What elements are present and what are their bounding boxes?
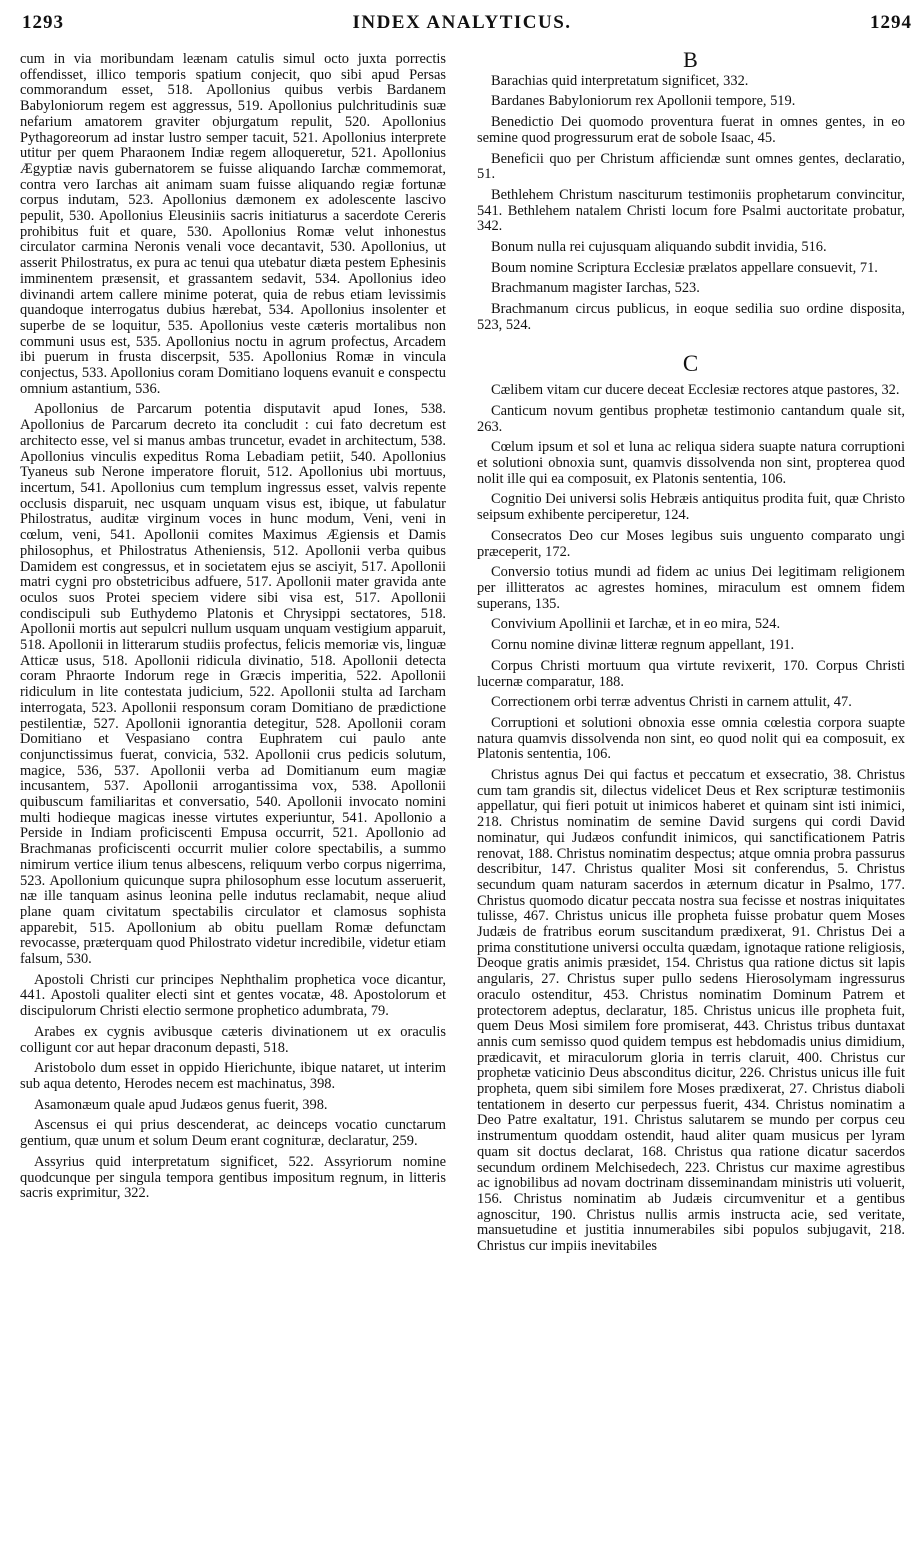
index-entry-c: Corruptioni et solutioni obnoxia esse omnia cœlestia corpora suapte natura quamvis dissolvenda non sint, eo quod nolit qui ea composuit, ex Platonis sententia, 106. <box>477 714 905 763</box>
index-entry-aristobolo: Aristobolo dum esset in oppido Hierichunte, ibique nataret, ut interim sub aqua detento, Herodes necem est machinatus, 398. <box>20 1060 446 1092</box>
index-entry-c: Conversio totius mundi ad fidem ac unius Dei legitimam religionem per illitteratos ac agrestes homines, miraculum est omnem fidem superans, 135. <box>477 564 905 612</box>
index-entry-c: Canticum novum gentibus prophetæ testimonio cantandum quale sit, 263. <box>477 402 905 435</box>
index-entry-b: Bonum nulla rei cujusquam aliquando subdit invidia, 516. <box>491 239 827 256</box>
index-entry-christus: Christus agnus Dei qui factus et peccatum et exsecratio, 38. Christus cum tam grandis sit, dilectus videlicet Deus et Rex scripturæ testimoniis appellatur, qui fieri potuit ut inimicos haberet et quinam sint isti inimici, 218. Christus nominatim de semine David surgens qui cordi David nominatur, qui Judæos confundit inimicos, qui sanctificationem Patris renovat, 188. Christus nominatim despectus; atque omnia probra passurus describitur, 147. Christus qualiter Mosi sit conferendus, 5. Christus secundum quam naturam sacerdos in æternum dicatur in Psalmo, 177. Christus quomodo dicatur peccata nostra sua fecisse et nostras iniquitates tulisse, 467. Christus unicus ille propheta fuisse probatur quem Moses Judæis de fratribus eorum suscitandum prædixerat, 91. Christus Dei a prima constitutione universi occulta quædam, ignotaque ratione religiosis, Deoque gratis animis præsidet, 154. Christus qua ratione dictus sit lapis angularis, 27. Christus super pullo sedens Hierosolymam ingressurus oraculo ostenditur, 453. Christus nominatim Dominum Patrem et protectorem adeptus, declaratur, 185. Christus unicus ille propheta fuit, quem Deus Mosi similem fore promiserat, 443. Christus tribus duntaxat annis cum semisso quod quidem tempus est hebdomadis unius dimidium, prædicavit, et miraculorum gloria in terris claruit, 400. Christus cur prophetæ vaticinio Deus absconditus dicitur, 226. Christus unicus ille fuit propheta, quem sibi similem fore Moses prædixerat, 27. Christus diaboli tentationem in deserto cur perpessus fuerit, 434. Christus nominatim a Deo Patre exaltatur, 191. Christus salutarem se mundo per corpus ceu instrumentum quoddam ostendit, haud aliter quam musicus per lyram quam sit doctus declarat, 168. Christus qua ratione dicatur sacerdos secundum ordinem Melchisedech, 223. Christus cur maxime agrestibus ac ignobilibus ad novam doctrinam disseminandam ministris uti voluerit, 156. Christus nominatim ab Judæis circumvenitur et a gentibus agnoscitur, 190. Christus nullis armis instructa acie, sed veritate, mansuetudine et justitia innumerabiles sibi populos subjugavit, 218. Christus cur impiis inevitabiles <box>477 767 905 1255</box>
right-column <box>477 52 905 1536</box>
left-column <box>20 52 446 1536</box>
index-entry-c: Cornu nomine divinæ litteræ regnum appellant, 191. <box>491 637 795 654</box>
index-entry-c: Convivium Apollinii et Iarchæ, et in eo mira, 524. <box>491 616 781 633</box>
index-entry-apostoli: Apostoli Christi cur principes Nephthalim prophetica voce dicantur, 441. Apostoli qualiter electi sint et gentes vocatæ, 48. Apostolorum et discipulorum Christi electio sermone prophetico adumbrata, 79. <box>20 971 446 1020</box>
left-page-number: 1293 <box>22 12 64 33</box>
index-entry-c: Cælibem vitam cur ducere deceat Ecclesiæ rectores atque pastores, 32. <box>491 382 900 399</box>
section-letter-c: C <box>682 350 700 376</box>
index-entry-c: Consecratos Deo cur Moses legibus suis unguento comparato ungi præceperit, 172. <box>477 527 905 560</box>
index-entry-c: Corpus Christi mortuum qua virtute revixerit, 170. Corpus Christi lucernæ comparatur, 188. <box>477 657 905 690</box>
index-entry-b: Bethlehem Christum nasciturum testimoniis prophetarum convincitur, 541. Bethlehem natalem Christi locum fore Psalmi auctoritate probatur, 342. <box>477 186 905 235</box>
index-entry-b: Boum nomine Scriptura Ecclesiæ prælatos appellare consuevit, 71. <box>491 259 878 276</box>
index-entry-apollonius-parcae: Apollonius de Parcarum potentia disputavit apud Iones, 538. Apollonius de Parcarum decreto ita concludit : cui fato decretum est architecto esse, vel si manus ambas truncetur, evadet in architectum, 538. Apollonius vinculis expeditus Roma Lebadiam petiit, 540. Apollonius Tyaneus sub Nerone imperatore floruit, 512. Apollonius ubi mortuus, incertum, 541. Apollonius cum templum ingressus esset, valvis repente occlusis disparuit, nec usquam unquam visus est, ibique, ut fabulatur Philostratus, auditæ virginum voces in hunc modum, Veni, veni in cœlum, veni, 541. Apollonii comites Maximus Ægiensis et Damis philosophus, et Philostratus Atheniensis, 512. Apollonii verba quibus Damidem est congressus, et in societatem ejus se asciyit, 517. Apollonii matri cygni pro obstetricibus adfuere, 517. Apollonii mater gravida ante oculos suos Protei speciem videre sibi visa est, 517. Apollonii condiscipuli sub Euthydemo Platonis et Chrysippi sectatores, 518. Apollonii mortis aut sepulcri nullum usquam unquam vestigium apparuit, 518. Apollonii in litterarum studiis profectus, felicis memoriæ vis, linguæ Atticæ usus, 518. Apollonii ridicula divinatio, 518. Apollonii detecta coram Phraorte Indorum rege in Græcis imperitia, 522. Apollonii ridiculum in lite contestata judicium, 522. Apollonii stulta ad Iarcham interrogata, 523. Apollonii responsum coram Domitiano de prædictione pestilentiæ, 527. Apollonii ignorantia detegitur, 528. Apollonii coram Domitiano et Vespasiano contra Euphratem cui paulo ante conjunctissimus fuerat, convicia, 532. Apollonii crus pedicis solutum, magice, 536, 537. Apollonii verba ad Domitianum eum magiæ incusantem, 537. Apollonii arrogantissima vox, 538. Apollonii quibuscum familiaritas et conversatio, 540. Apollonii invocato nomini multi hodieque magicas inesse virtutes experiuntur, 541. Apollonio a Perside in Indiam proficiscenti Empusa occurrit, 521. Apollonio ad Brachmanas proficiscenti occurrit mulier colore spectabilis, a summo nimirum vertice ilium tenus albescens, reliquum verbo corpus nigerrima, 523. Apollonium quicunque supra philosophum esse locutum asseruerit, næ ille tanquam asinus leonina pelle indutus reclamabit, neque aliud plane quam civitatum spectabilis circulator et clamosus sophista apparebit, 515. Apollonium ab obitu puellam Romæ defunctam revocasse, præterquam quod Philostrato videtur incredibile, videtur etiam falsum, 530. <box>20 401 446 968</box>
index-entry-arabes: Arabes ex cygnis avibusque cæteris divinationem ut ex oraculis colligunt cor aut hepar draconum depasti, 518. <box>20 1023 446 1056</box>
index-entry-c: Cœlum ipsum et sol et luna ac reliqua sidera suapte natura corruptioni et solutioni obnoxia sunt, quamvis dissolvenda non sint, propterea quod nolit ille qui ea composuit, ex Platonis sententia, 106. <box>477 439 905 487</box>
index-entry-b: Brachmanum circus publicus, in eoque sedilia suo ordine disposita, 523, 524. <box>477 301 905 333</box>
running-head-title: INDEX ANALYTICUS. <box>352 12 572 33</box>
index-entry-asamonaeum: Asamonæum quale apud Judæos genus fuerit, 398. <box>34 1096 328 1113</box>
index-entry-apollonius-continued: cum in via moribundam leænam catulis simul octo juxta porrectis offendisset, illico temporis spatium conjecit, quo sibi apud Persas commorandum esset, 518. Apollonius quibus verbis Bardanem Babyloniorum regem est aggressus, 519. Apollonius pulchritudinis suæ nefarium amatorem graviter objurgatum repulit, 520. Apollonius Pythagoreorum ad instar lustro semper tacuit, 521. Apollonius interprete utitur per quem Pharaonem Indiæ regem alloqueretur, 521. Apollonius Ægyptiæ navis gubernatorem se fuisse aliquando Iarchæ commemorat, contra vero Iarchas ait animam suam fuisse aliquando regiæ fortunæ corpus indutam, 523. Apollonius dæmonem ex adolescente lascivo pepulit, 530. Apollonius Eleusiniis sacris initiaturus a sacerdote Cereris prohibitus fuit et quare, 530. Apollonius Romæ velut inhonestus circulator carmina Neronis venali voce decantavit, 530. Apollonius, ut asserit Philostratus, ex pura ac tenui qua utebatur diæta pestem Ephesinis imminentem præsensit, et grassantem sedavit, 534. Apollonius ideo divinandi artem callere minime poterat, quia de rebus etiam levissimis quandoque interrogatus dubius hærebat, 534. Apollonius insolenter et superbe de se loquitur, 535. Apollonius veste cæteris mortalibus non communi usus est, 535. Apollonius noctu in agrum profectus, Arcadem ibi puerum in frusta discerpsit, 535. Apollonius Romæ in vincula conjectus, 533. Apollonius coram Domitiano loquens evanuit e conspectu omnium astantium, 536. <box>20 52 446 397</box>
section-letter-b: B <box>683 52 699 72</box>
index-entry-b: Bardanes Babyloniorum rex Apollonii tempore, 519. <box>491 93 796 110</box>
index-entry-assyrius: Assyrius quid interpretatum significet, 522. Assyriorum nomine quodcunque per singula tempora gentibus impositum regnum, in litteris sacris exprimitur, 322. <box>20 1153 446 1202</box>
index-entry-ascensus: Ascensus ei qui prius descenderat, ac deinceps vocatio cunctarum gentium, quæ unum et solum Deum erant cognituræ, declaratur, 259. <box>20 1117 446 1150</box>
index-entry-b: Barachias quid interpretatum significet, 332. <box>491 72 749 89</box>
index-entry-c: Correctionem orbi terræ adventus Christi in carnem attulit, 47. <box>491 694 852 711</box>
index-entry-b: Brachmanum magister Iarchas, 523. <box>491 280 700 297</box>
right-page-number: 1294 <box>870 12 912 33</box>
index-entry-b: Beneficii quo per Christum afficiendæ sunt omnes gentes, declaratio, 51. <box>477 150 905 183</box>
index-entry-b: Benedictio Dei quomodo proventura fuerat in omnes gentes, in eo semine quod progressurum erat de sobole Isaac, 45. <box>477 114 905 146</box>
page-header <box>0 0 924 36</box>
index-entry-c: Cognitio Dei universi solis Hebræis antiquitus prodita fuit, quæ Christo seipsum exhibente perciperetur, 124. <box>477 491 905 524</box>
